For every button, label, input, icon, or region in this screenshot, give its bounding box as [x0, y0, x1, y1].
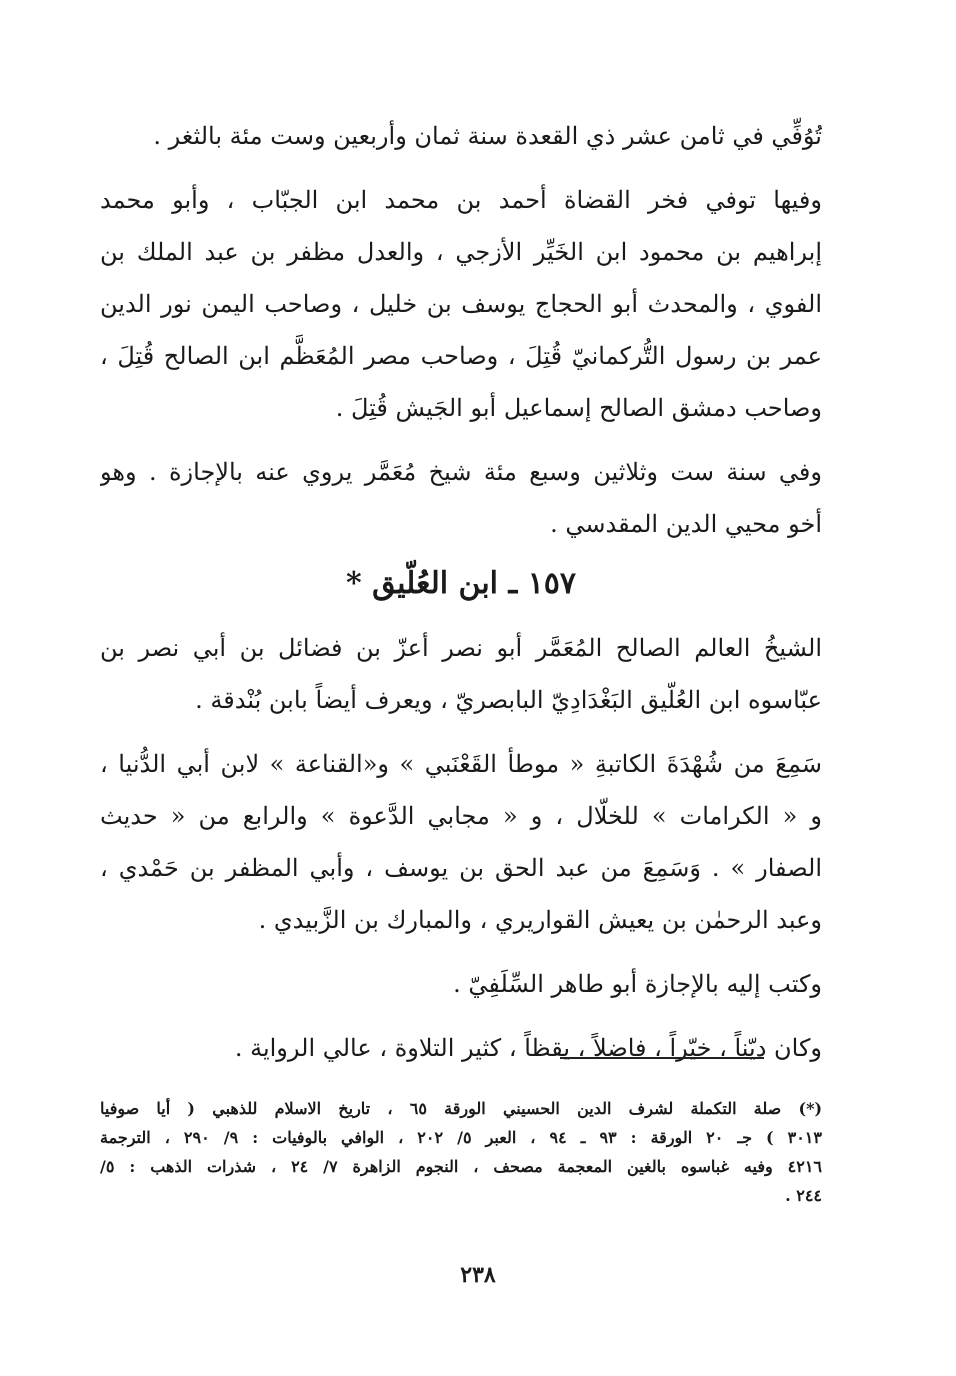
text-line: الشيخُ العالم الصالح المُعَمَّر أبو نصر أعزّ بن فضائل بن أبي نصر بن	[100, 634, 822, 662]
paragraph-deaths-list	[100, 174, 822, 434]
footnote-divider	[560, 1057, 764, 1059]
paragraph-ijaza	[100, 958, 822, 1010]
text-line: وكتب إليه بالإجازة أبو طاهر السِّلَفِيّ .	[453, 970, 822, 998]
text-line: سَمِعَ من شُهْدَةَ الكاتبةِ « موطأ القَعْنَبي » و«القناعة » لابن أبي الدُّنيا ،	[100, 750, 822, 778]
text-line: عمر بن رسول التُّركمانيّ قُتِلَ ، وصاحب مصر المُعَظَّم ابن الصالح قُتِلَ ،	[100, 342, 822, 370]
footnote-line: ٢٤٤ .	[785, 1186, 822, 1205]
footnote-line: ٤٢١٦ وفيه غباسوه بالغين المعجمة مصحف ، النجوم الزاهرة ٧/ ٢٤ ، شذرات الذهب : ٥/	[100, 1157, 822, 1176]
text-line: وفي سنة ست وثلاثين وسبع مئة شيخ مُعَمَّر يروي عنه بالإجازة . وهو	[100, 458, 822, 486]
text-line: وفيها توفي فخر القضاة أحمد بن محمد ابن الجبّاب ، وأبو محمد	[100, 186, 822, 214]
paragraph-biography-intro	[100, 622, 822, 726]
paragraph-year-736	[100, 446, 822, 550]
text-line: أخو محيي الدين المقدسي .	[550, 510, 822, 538]
footnote-line: ٣٠١٣ ) جـ ٢٠ الورقة : ٩٣ ـ ٩٤ ، العبر ٥/ ٢٠٢ ، الوافي بالوفيات : ٩/ ٢٩٠ ، الترجمة	[100, 1128, 822, 1147]
paragraph-death-date	[100, 110, 822, 162]
text-line: إبراهيم بن محمود ابن الخَيِّر الأزجي ، والعدل مظفر بن عبد الملك بن	[100, 238, 822, 266]
paragraph-character	[100, 1022, 822, 1074]
main-text	[100, 110, 822, 1074]
footnote-line: (*) صلة التكملة لشرف الدين الحسيني الورقة ٦٥ ، تاريخ الاسلام للذهبي ( أيا صوفيا	[100, 1099, 822, 1118]
text-line: وكان ديّناً ، خيّراً ، فاضلاً ، يقظاً ، كثير التلاوة ، عالي الرواية .	[234, 1034, 822, 1062]
text-line: وصاحب دمشق الصالح إسماعيل أبو الجَيش قُتِلَ .	[335, 394, 822, 422]
text-line: الفوي ، والمحدث أبو الحجاج يوسف بن خليل ، وصاحب اليمن نور الدين	[100, 290, 822, 318]
paragraph-hearings	[100, 738, 822, 946]
footnote-block	[100, 1094, 822, 1210]
text-line: الصفار » . وَسَمِعَ من عبد الحق بن يوسف ، وأبي المظفر بن حَمْدي ،	[100, 854, 822, 882]
text-line: و « الكرامات » للخلّال ، و « مجابي الدَّعوة » والرابع من « حديث	[100, 802, 822, 830]
text-line: عبّاسوه ابن العُلّيق البَغْدَادِيّ البابصريّ ، ويعرف أيضاً بابن بُنْدقة .	[195, 686, 822, 714]
text-line: وعبد الرحمٰن بن يعيش القواريري ، والمبارك بن الزَّبيدي .	[258, 906, 822, 934]
entry-heading: ١٥٧ ـ ابن العُلّيق *	[345, 566, 577, 601]
text-line: تُوُفِّي في ثامن عشر ذي القعدة سنة ثمان وأربعين وست مئة بالثغر .	[153, 122, 822, 150]
page-number: ٢٣٨	[460, 1262, 496, 1288]
